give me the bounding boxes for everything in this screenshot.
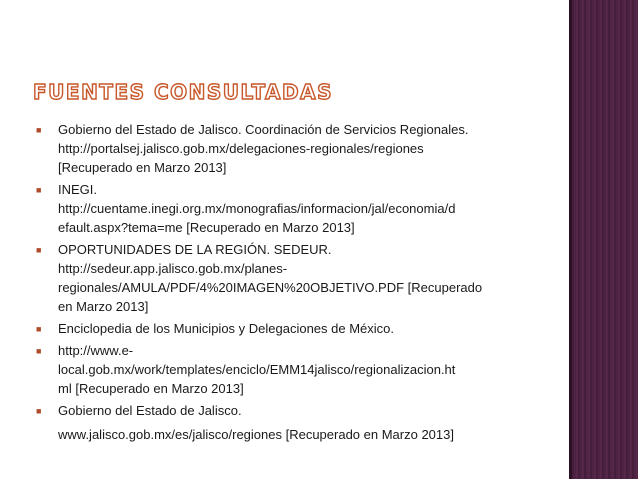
source-line: ml [Recuperado en Marzo 2013] [58,381,244,396]
source-line: OPORTUNIDADES DE LA REGIÓN. SEDEUR. [58,242,332,257]
source-line: en Marzo 2013] [58,299,149,314]
source-line: Gobierno del Estado de Jalisco. Coordinación de Servicios Regionales. [58,122,469,137]
source-item [36,401,536,444]
square-bullet-icon: ■ [36,346,42,356]
source-line: [Recuperado en Marzo 2013] [58,160,227,175]
source-item [36,341,536,398]
source-item [36,319,536,338]
square-bullet-icon: ■ [36,245,42,255]
source-link[interactable]: www.jalisco.gob.mx/es/jalisco/regiones [Recuperado en Marzo 2013] [58,427,454,442]
square-bullet-icon: ■ [36,125,42,135]
square-bullet-icon: ■ [36,185,42,195]
source-link[interactable]: http://sedeur.app.jalisco.gob.mx/planes- [58,261,288,276]
source-line: regionales/AMULA/PDF/4%20IMAGEN%20OBJETIVO.PDF [Recuperado [58,280,483,295]
source-link[interactable]: http://cuentame.inegi.org.mx/monografias/informacion/jal/economia/d [58,201,456,216]
source-item [36,180,536,237]
sources-list [36,120,536,447]
decorative-side-panel [569,0,638,479]
source-line: efault.aspx?tema=me [Recuperado en Marzo 2013] [58,220,355,235]
source-item [36,240,536,316]
source-link[interactable]: local.gob.mx/work/templates/enciclo/EMM14jalisco/regionalizacion.ht [58,362,456,377]
source-link[interactable]: http://portalsej.jalisco.gob.mx/delegaciones-regionales/regiones [58,141,424,156]
square-bullet-icon: ■ [36,406,42,416]
source-item [36,120,536,177]
square-bullet-icon: ■ [36,324,42,334]
source-line: Enciclopedia de los Municipios y Delegaciones de México. [58,321,395,336]
source-link[interactable]: http://www.e- [58,343,134,358]
source-line: INEGI. [58,182,98,197]
slide-title: FUENTES CONSULTADAS [33,80,334,104]
source-line: Gobierno del Estado de Jalisco. [58,403,242,418]
